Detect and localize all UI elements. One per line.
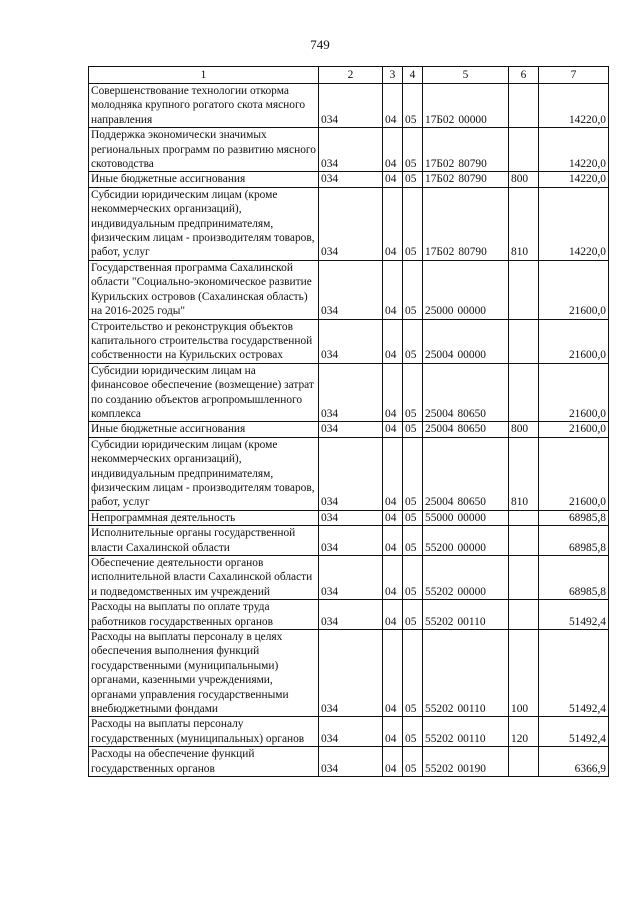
row-target-code <box>423 172 509 187</box>
row-ministry-code: 034 <box>319 747 383 777</box>
row-ministry-code: 034 <box>319 717 383 747</box>
target-code-direction: 80650 <box>457 496 486 509</box>
row-section-code: 04 <box>383 437 403 510</box>
row-section-code: 04 <box>383 630 403 717</box>
row-amount: 21600,0 <box>539 422 609 437</box>
row-amount: 14220,0 <box>539 172 609 187</box>
row-expense-type <box>509 128 539 172</box>
row-subsection-code: 05 <box>403 510 423 525</box>
row-name: Поддержка экономически значимых региональных программ по развитию мясного скотоводства <box>89 128 319 172</box>
row-expense-type <box>509 526 539 556</box>
row-section-code: 04 <box>383 128 403 172</box>
table-row <box>89 747 609 777</box>
target-code-program: 17Б02 <box>425 246 455 259</box>
row-subsection-code: 05 <box>403 437 423 510</box>
column-header-section: 3 <box>383 67 403 84</box>
row-target-code <box>423 600 509 630</box>
row-name: Непрограммная деятельность <box>89 510 319 525</box>
row-expense-type <box>509 84 539 128</box>
target-code-program: 55202 <box>425 703 454 716</box>
row-name: Субсидии юридическим лицам на финансовое обеспечение (возмещение) затрат по созданию объектов агропромышленного комплекса <box>89 363 319 422</box>
target-code-direction: 80650 <box>457 407 486 420</box>
row-target-code <box>423 319 509 363</box>
row-amount: 51492,4 <box>539 600 609 630</box>
table-row <box>89 600 609 630</box>
row-target-code <box>423 128 509 172</box>
row-subsection-code: 05 <box>403 319 423 363</box>
target-code-program: 55000 <box>425 511 454 524</box>
target-code-program: 25000 <box>425 305 454 318</box>
target-code-direction: 00000 <box>457 541 486 554</box>
row-expense-type <box>509 510 539 525</box>
row-amount: 51492,4 <box>539 630 609 717</box>
row-amount: 68985,8 <box>539 526 609 556</box>
table-row <box>89 319 609 363</box>
target-code-program: 25004 <box>425 349 454 362</box>
row-section-code: 04 <box>383 172 403 187</box>
page-number: 749 <box>310 37 330 52</box>
row-subsection-code: 05 <box>403 128 423 172</box>
row-subsection-code: 05 <box>403 717 423 747</box>
table-row <box>89 630 609 717</box>
row-ministry-code: 034 <box>319 128 383 172</box>
row-amount: 68985,8 <box>539 556 609 600</box>
column-header-target: 5 <box>423 67 509 84</box>
target-code-direction: 00000 <box>457 349 486 362</box>
row-ministry-code: 034 <box>319 526 383 556</box>
row-section-code: 04 <box>383 747 403 777</box>
row-subsection-code: 05 <box>403 556 423 600</box>
row-name: Иные бюджетные ассигнования <box>89 172 319 187</box>
row-expense-type: 800 <box>509 422 539 437</box>
table-row <box>89 510 609 525</box>
target-code-direction: 00000 <box>457 585 486 598</box>
column-header-subsection: 4 <box>403 67 423 84</box>
row-ministry-code: 034 <box>319 556 383 600</box>
row-target-code <box>423 187 509 260</box>
row-ministry-code: 034 <box>319 260 383 319</box>
row-subsection-code: 05 <box>403 260 423 319</box>
target-code-direction: 00110 <box>457 703 486 716</box>
row-amount: 51492,4 <box>539 717 609 747</box>
target-code-program: 55202 <box>425 585 454 598</box>
row-subsection-code: 05 <box>403 422 423 437</box>
row-ministry-code: 034 <box>319 172 383 187</box>
row-expense-type: 100 <box>509 630 539 717</box>
row-amount: 21600,0 <box>539 363 609 422</box>
row-name: Расходы на выплаты по оплате труда работников государственных органов <box>89 600 319 630</box>
target-code-program: 55202 <box>425 762 454 775</box>
row-ministry-code: 034 <box>319 422 383 437</box>
row-expense-type <box>509 600 539 630</box>
row-target-code <box>423 630 509 717</box>
row-ministry-code: 034 <box>319 363 383 422</box>
row-section-code: 04 <box>383 510 403 525</box>
table-row <box>89 437 609 510</box>
row-section-code: 04 <box>383 319 403 363</box>
row-ministry-code: 034 <box>319 510 383 525</box>
target-code-direction: 80650 <box>457 423 486 436</box>
row-name: Субсидии юридическим лицам (кроме некоммерческих организаций), индивидуальным предпринимателям, физическим лицам - производителям товаров, работ, услуг <box>89 187 319 260</box>
row-target-code <box>423 717 509 747</box>
budget-table <box>88 66 609 777</box>
row-target-code <box>423 260 509 319</box>
row-expense-type <box>509 747 539 777</box>
target-code-program: 55202 <box>425 732 454 745</box>
row-subsection-code: 05 <box>403 187 423 260</box>
row-name: Расходы на выплаты персоналу государственных (муниципальных) органов <box>89 717 319 747</box>
row-target-code <box>423 510 509 525</box>
table-row <box>89 84 609 128</box>
target-code-program: 17Б02 <box>425 113 455 126</box>
table-row <box>89 128 609 172</box>
row-name: Расходы на обеспечение функций государственных органов <box>89 747 319 777</box>
row-ministry-code: 034 <box>319 84 383 128</box>
row-expense-type: 810 <box>509 187 539 260</box>
column-header-amount: 7 <box>539 67 609 84</box>
row-subsection-code: 05 <box>403 600 423 630</box>
row-subsection-code: 05 <box>403 363 423 422</box>
row-amount: 14220,0 <box>539 128 609 172</box>
row-expense-type: 120 <box>509 717 539 747</box>
table-row <box>89 717 609 747</box>
row-ministry-code: 034 <box>319 319 383 363</box>
table-row <box>89 363 609 422</box>
row-name: Исполнительные органы государственной власти Сахалинской области <box>89 526 319 556</box>
table-row <box>89 187 609 260</box>
row-target-code <box>423 556 509 600</box>
row-name: Субсидии юридическим лицам (кроме некоммерческих организаций), индивидуальным предпринимателям, физическим лицам - производителям товаров, работ, услуг <box>89 437 319 510</box>
target-code-direction: 80790 <box>458 158 487 171</box>
target-code-direction: 00000 <box>457 305 486 318</box>
row-amount: 6366,9 <box>539 747 609 777</box>
row-amount: 14220,0 <box>539 187 609 260</box>
row-section-code: 04 <box>383 363 403 422</box>
row-section-code: 04 <box>383 84 403 128</box>
row-subsection-code: 05 <box>403 84 423 128</box>
row-target-code <box>423 422 509 437</box>
row-name: Обеспечение деятельности органов исполнительной власти Сахалинской области и подведомственных им учреждений <box>89 556 319 600</box>
target-code-program: 17Б02 <box>425 158 455 171</box>
row-section-code: 04 <box>383 556 403 600</box>
table-header-row <box>89 67 609 84</box>
row-section-code: 04 <box>383 600 403 630</box>
row-name: Государственная программа Сахалинской области "Социально-экономическое развитие Курильских островов (Сахалинская область) на 2016-2025 годы" <box>89 260 319 319</box>
row-expense-type <box>509 260 539 319</box>
target-code-direction: 80790 <box>458 173 487 186</box>
table-row <box>89 422 609 437</box>
row-subsection-code: 05 <box>403 747 423 777</box>
row-target-code <box>423 526 509 556</box>
row-expense-type <box>509 556 539 600</box>
target-code-program: 55200 <box>425 541 454 554</box>
row-amount: 21600,0 <box>539 437 609 510</box>
target-code-direction: 00000 <box>457 511 486 524</box>
row-section-code: 04 <box>383 717 403 747</box>
row-ministry-code: 034 <box>319 630 383 717</box>
row-subsection-code: 05 <box>403 630 423 717</box>
row-name: Иные бюджетные ассигнования <box>89 422 319 437</box>
target-code-program: 17Б02 <box>425 173 455 186</box>
target-code-direction: 00190 <box>457 762 486 775</box>
table-row <box>89 526 609 556</box>
row-target-code <box>423 84 509 128</box>
row-target-code <box>423 747 509 777</box>
row-expense-type <box>509 319 539 363</box>
row-section-code: 04 <box>383 187 403 260</box>
target-code-direction: 00110 <box>457 732 486 745</box>
row-amount: 68985,8 <box>539 510 609 525</box>
row-amount: 14220,0 <box>539 84 609 128</box>
target-code-program: 55202 <box>425 615 454 628</box>
row-expense-type <box>509 363 539 422</box>
target-code-program: 25004 <box>425 496 454 509</box>
table-row <box>89 556 609 600</box>
target-code-program: 25004 <box>425 423 454 436</box>
row-section-code: 04 <box>383 526 403 556</box>
row-ministry-code: 034 <box>319 187 383 260</box>
column-header-expense-type: 6 <box>509 67 539 84</box>
row-ministry-code: 034 <box>319 437 383 510</box>
target-code-direction: 80790 <box>458 246 487 259</box>
target-code-direction: 00110 <box>457 615 486 628</box>
row-amount: 21600,0 <box>539 319 609 363</box>
table-row <box>89 260 609 319</box>
target-code-program: 25004 <box>425 407 454 420</box>
row-amount: 21600,0 <box>539 260 609 319</box>
column-header-name: 1 <box>89 67 319 84</box>
row-section-code: 04 <box>383 422 403 437</box>
row-name: Совершенствование технологии откорма молодняка крупного рогатого скота мясного направления <box>89 84 319 128</box>
target-code-direction: 00000 <box>458 113 487 126</box>
table-row <box>89 172 609 187</box>
table-body <box>89 67 609 777</box>
row-target-code <box>423 363 509 422</box>
row-expense-type: 800 <box>509 172 539 187</box>
row-subsection-code: 05 <box>403 172 423 187</box>
row-name: Расходы на выплаты персоналу в целях обеспечения выполнения функций государственными (муниципальными) органами, казенными учреждениями, органами управления государственными внебюджетными фондами <box>89 630 319 717</box>
row-target-code <box>423 437 509 510</box>
column-header-ministry: 2 <box>319 67 383 84</box>
row-subsection-code: 05 <box>403 526 423 556</box>
row-section-code: 04 <box>383 260 403 319</box>
row-expense-type: 810 <box>509 437 539 510</box>
row-name: Строительство и реконструкция объектов капитального строительства государственной собственности на Курильских островах <box>89 319 319 363</box>
row-ministry-code: 034 <box>319 600 383 630</box>
